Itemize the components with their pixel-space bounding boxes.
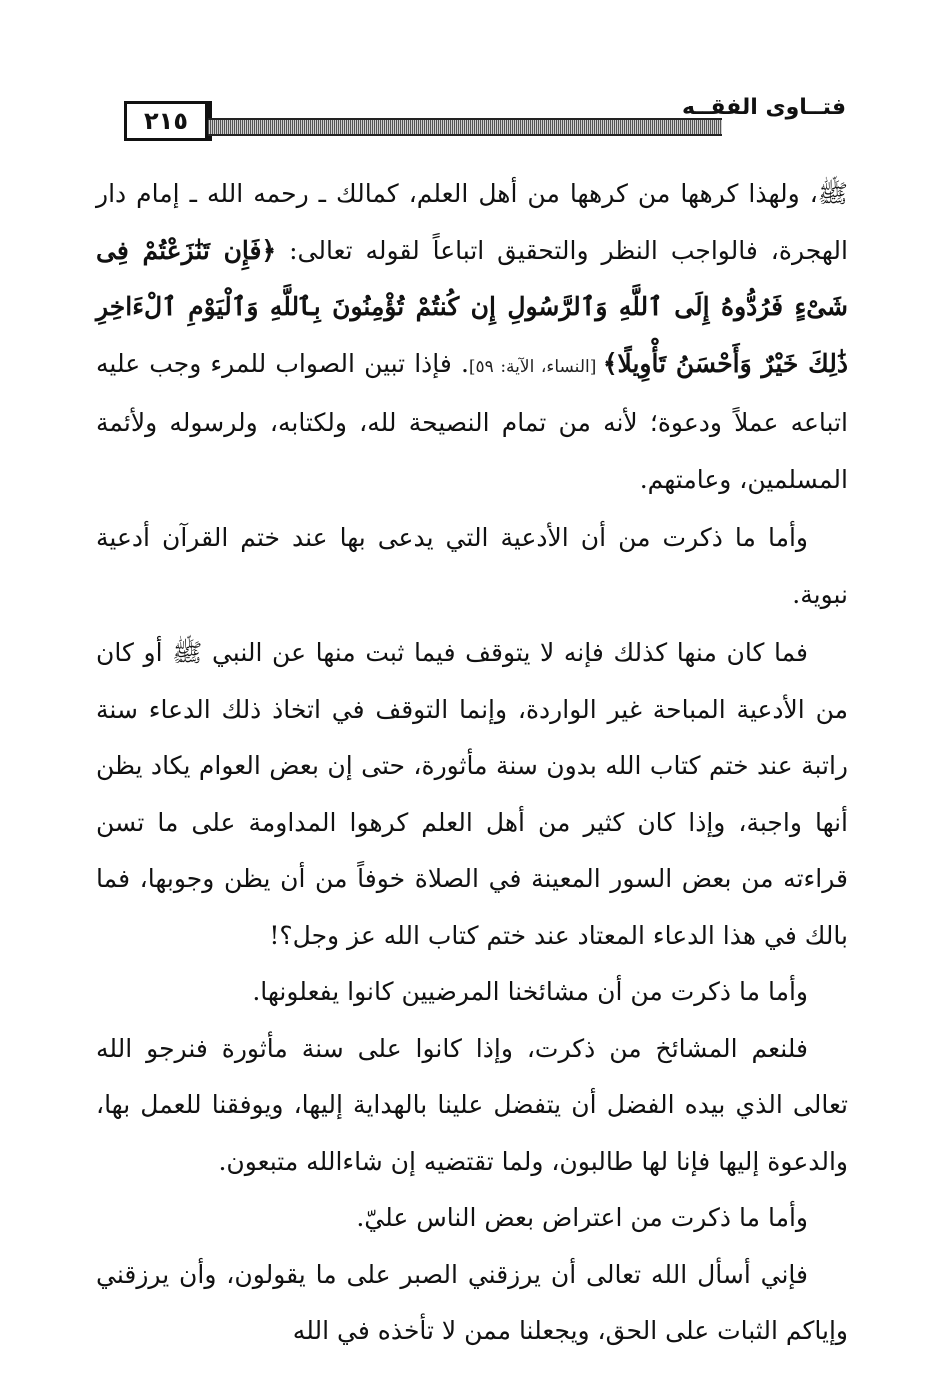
page-number-box (124, 101, 208, 141)
paragraph-5: فلنعم المشائخ من ذكرت، وإذا كانوا على سنة مأثورة فنرجو الله تعالى الذي بيده الفضل أن يتفضل علينا بالهداية إليها، ويوفقنا للعمل بها، والدعوة إليها فإنا لها طالبون، ولما تقتضيه إن شاءالله متبعون. (96, 1033, 848, 1176)
running-title: فتــاوى الفقــه (681, 95, 846, 120)
paragraph-1 (96, 166, 848, 508)
paragraph-6: وأما ما ذكرت من اعتراض بعض الناس عليّ. (356, 1203, 808, 1232)
verse-reference: [النساء، الآية: ٥٩] (468, 356, 603, 377)
body-text (96, 166, 848, 1360)
paragraph-3: فما كان منها كذلك فإنه لا يتوقف فيما ثبت منها عن النبي ﷺ أو كان من الأدعية المباحة غير الواردة، وإنما التوقف في اتخاذ ذلك الدعاء سنة راتبة عند ختم كتاب الله بدون سنة مأثورة، حتى إن بعض العوام يكاد يظن أنها واجبة، وإذا كان كثير من أهل العلم كرهوا المداومة على ما تسن قراءته من بعض السور المعينة في الصلاة خوفاً من أن يظن وجوبها، فما بالك في هذا الدعاء المعتاد عند ختم كتاب الله عز وجل؟! (96, 638, 848, 950)
paragraph-4: وأما ما ذكرت من أن مشائخنا المرضيين كانوا يفعلونها. (252, 977, 808, 1006)
paragraph-1-text-b: . فإذا تبين الصواب للمرء وجب عليه اتباعه عملاً ودعوة؛ لأنه من تمام النصيحة لله، ولكتابه، ولرسوله ولأئمة المسلمين، وعامتهم. (96, 348, 848, 494)
paragraph-2: وأما ما ذكرت من أن الأدعية التي يدعى بها عند ختم القرآن أدعية نبوية. (96, 523, 848, 609)
quran-verse: ﴿فَإِن تَنَٰزَعْتُمْ فِى شَىْءٍ فَرُدُّوهُ إِلَى ٱللَّهِ وَٱلرَّسُولِ إِن كُنتُمْ تُؤْمِنُونَ بِٱللَّهِ وَٱلْيَوْمِ ٱلْءَاخِرِ ذَٰلِكَ خَيْرٌ وَأَحْسَنُ تَأْوِيلًا﴾ (96, 235, 848, 378)
paragraph-7: فإني أسأل الله تعالى أن يرزقني الصبر على ما يقولون، وأن يرزقني وإياكم الثبات على الحق، ويجعلنا ممن لا تأخذه في الله (96, 1259, 848, 1345)
paragraph-1-text-a: ﷺ، ولهذا كرهها من كرهها من أهل العلم، كمالك ـ رحمه الله ـ إمام دار الهجرة، فالواجب النظر والتحقيق اتباعاً لقوله تعالى: (96, 179, 848, 265)
page-number: ٢١٥ (144, 107, 188, 135)
page-header (96, 95, 848, 139)
header-rule (208, 118, 722, 136)
